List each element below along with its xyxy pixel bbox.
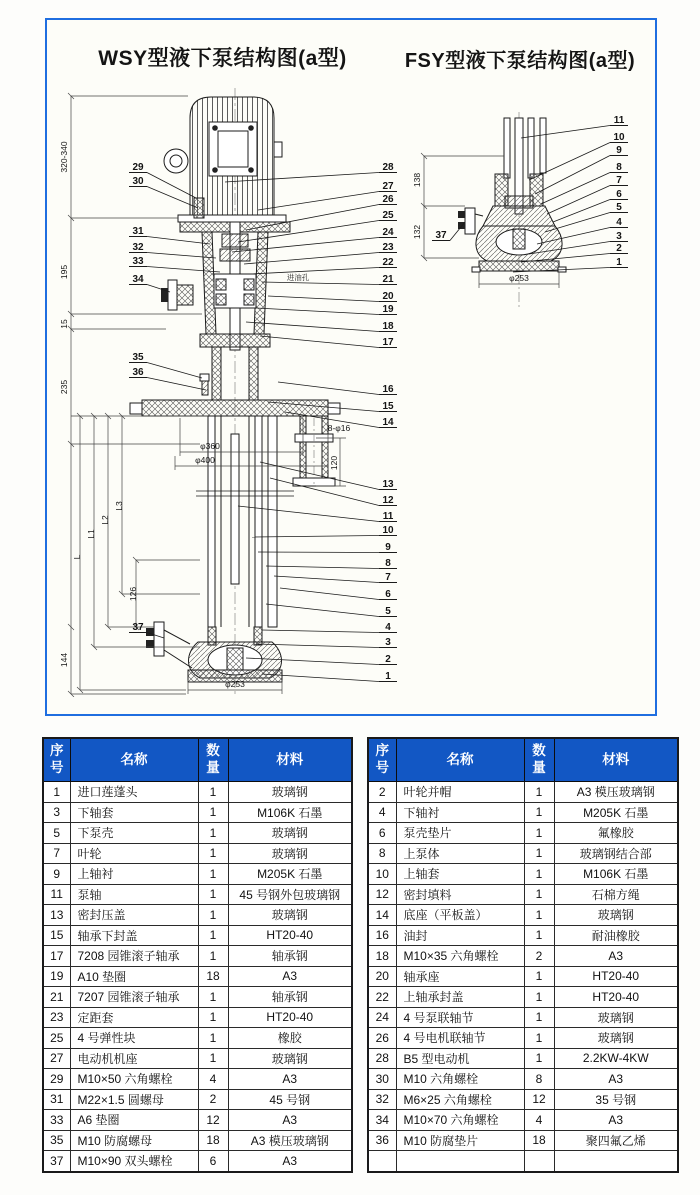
callout-2: 2 [385,654,391,665]
part-qty: 1 [198,864,228,885]
table-row [43,925,352,946]
table-header [368,738,678,782]
part-no: 16 [368,925,396,946]
part-no: 28 [368,1048,396,1069]
dim-φ360: φ360 [200,441,220,451]
dim-320-340: 320-340 [59,141,69,173]
part-name: 下轴套 [70,802,198,823]
header-qty: 数量 [524,738,554,782]
callout-3: 3 [616,231,622,242]
part-qty: 1 [524,905,554,926]
dim-195: 195 [59,264,69,280]
header-name: 名称 [70,738,198,782]
dim-144: 144 [59,652,69,668]
pump-casing [146,622,282,682]
part-qty: 2 [198,1089,228,1110]
part-no: 22 [368,987,396,1008]
table-row [43,905,352,926]
part-no: 18 [368,946,396,967]
part-name: M10 六角螺栓 [396,1069,524,1090]
part-name: M22×1.5 圆螺母 [70,1089,198,1110]
table-row [43,1130,352,1151]
part-qty: 1 [198,1007,228,1028]
part-name: 轴承下封盖 [70,925,198,946]
dim-138: 138 [412,172,422,188]
part-material: A3 [228,966,352,987]
part-no: 35 [43,1130,70,1151]
part-no: 30 [368,1069,396,1090]
table-row [368,823,678,844]
dim-L1: L1 [86,529,96,539]
part-material: 玻璃钢 [228,905,352,926]
callout-27: 27 [382,181,394,192]
part-no: 3 [43,802,70,823]
part-material: 2.2KW-4KW [554,1048,678,1069]
table-row [368,1089,678,1110]
part-material: 玻璃钢结合部 [554,843,678,864]
table-row [43,1028,352,1049]
callout-8: 8 [616,162,622,173]
part-material: HT20-40 [228,925,352,946]
callout-9: 9 [385,542,391,553]
part-name: 7207 园锥滚子轴承 [70,987,198,1008]
callout-22: 22 [382,257,394,268]
mounting-plate [130,400,340,416]
part-name: A10 垫圈 [70,966,198,987]
diagram-panel [45,18,657,716]
part-no: 8 [368,843,396,864]
table-row [368,966,678,987]
part-material: 玻璃钢 [228,782,352,803]
parts-table-left [42,737,353,1173]
part-name: 泵壳垫片 [396,823,524,844]
callout-6: 6 [385,589,391,600]
part-name: 下泵壳 [70,823,198,844]
part-name: M10 防腐螺母 [70,1130,198,1151]
callout-15: 15 [382,401,394,412]
part-name: 油封 [396,925,524,946]
part-material: 橡胶 [228,1028,352,1049]
part-name: M6×25 六角螺栓 [396,1089,524,1110]
callout-3: 3 [385,637,391,648]
callout-37: 37 [132,622,144,633]
callout-34: 34 [132,274,144,285]
callout-10: 10 [613,132,625,143]
part-qty: 1 [524,802,554,823]
part-qty: 8 [524,1069,554,1090]
part-qty: 1 [524,864,554,885]
callout-1: 1 [385,671,391,682]
part-qty: 1 [198,802,228,823]
part-qty: 1 [524,823,554,844]
part-material: 玻璃钢 [554,1028,678,1049]
part-name: 4 号泵联轴节 [396,1007,524,1028]
part-name: 4 号弹性块 [70,1028,198,1049]
part-material: 45 号钢 [228,1089,352,1110]
part-qty: 1 [524,782,554,803]
part-no: 26 [368,1028,396,1049]
parts-table-right [367,737,679,1173]
part-no: 19 [43,966,70,987]
part-qty: 1 [198,843,228,864]
callout-9: 9 [616,145,622,156]
annotation-oil-hole: 进油孔 [286,273,310,282]
part-qty: 1 [524,966,554,987]
table-row [43,946,352,967]
part-qty: 2 [524,946,554,967]
callout-10: 10 [382,525,394,536]
callout-21: 21 [382,274,394,285]
part-name [396,1151,524,1172]
part-qty: 18 [198,1130,228,1151]
callout-20: 20 [382,291,394,302]
part-no: 31 [43,1089,70,1110]
callout-11: 11 [382,511,394,522]
part-name: 底座（平板盖） [396,905,524,926]
part-material: A3 [554,946,678,967]
dim-120: 120 [329,455,339,471]
part-name: B5 型电动机 [396,1048,524,1069]
part-material: M205K 石墨 [554,802,678,823]
part-material: HT20-40 [554,987,678,1008]
part-material: 耐油橡胶 [554,925,678,946]
table-row [368,1130,678,1151]
table-header [43,738,352,782]
part-material: 轴承钢 [228,987,352,1008]
dim-8-φ16: 8-φ16 [327,423,351,433]
part-name: A6 垫圈 [70,1110,198,1131]
part-name: 密封填料 [396,884,524,905]
part-material: 聚四氟乙烯 [554,1130,678,1151]
part-no: 29 [43,1069,70,1090]
part-material: A3 [228,1069,352,1090]
table-row [43,1151,352,1172]
part-no: 2 [368,782,396,803]
table-row [43,843,352,864]
table-row [43,802,352,823]
callout-23: 23 [382,242,394,253]
callout-29: 29 [132,162,144,173]
part-no: 14 [368,905,396,926]
part-qty: 1 [198,987,228,1008]
callout-17: 17 [382,337,394,348]
dim-235: 235 [59,379,69,395]
part-material: 石棉方绳 [554,884,678,905]
callout-35: 35 [132,352,144,363]
table-row [43,1069,352,1090]
part-no: 4 [368,802,396,823]
callout-14: 14 [382,417,394,428]
dim-L: L [72,554,82,560]
table-row [43,966,352,987]
dim-φ253: φ253 [509,273,529,283]
callout-28: 28 [382,162,394,173]
fsy-body [458,174,566,272]
part-no: 12 [368,884,396,905]
part-no: 25 [43,1028,70,1049]
part-material: 氟橡胶 [554,823,678,844]
table-row [43,1110,352,1131]
dim-126: 126 [128,586,138,602]
header-no: 序号 [43,738,70,782]
part-qty: 1 [524,1007,554,1028]
part-material: 45 号钢外包玻璃钢 [228,884,352,905]
part-no [368,1151,396,1172]
callout-2: 2 [616,243,622,254]
callout-12: 12 [382,495,394,506]
dim-φ253: φ253 [225,679,245,689]
part-name: 轴承座 [396,966,524,987]
header-no: 序号 [368,738,396,782]
part-qty: 1 [524,987,554,1008]
part-material: 玻璃钢 [554,1007,678,1028]
part-qty: 18 [198,966,228,987]
callout-32: 32 [132,242,144,253]
callout-30: 30 [132,176,144,187]
part-qty: 18 [524,1130,554,1151]
part-qty: 1 [198,1048,228,1069]
part-name: M10×35 六角螺栓 [396,946,524,967]
callout-7: 7 [616,175,622,186]
part-material: A3 [554,1110,678,1131]
part-qty: 12 [524,1089,554,1110]
part-material: 35 号钢 [554,1089,678,1110]
part-material: A3 模压玻璃钢 [554,782,678,803]
dim-φ400: φ400 [195,455,215,465]
table-row [43,823,352,844]
part-material: M106K 石墨 [554,864,678,885]
part-no: 23 [43,1007,70,1028]
dim-L3: L3 [114,501,124,511]
part-name: 叶轮并帽 [396,782,524,803]
callout-11: 11 [613,115,625,126]
part-name: 下轴衬 [396,802,524,823]
header-qty: 数量 [198,738,228,782]
part-name: 上轴套 [396,864,524,885]
part-name: 上轴承封盖 [396,987,524,1008]
part-name: 泵轴 [70,884,198,905]
part-material: M106K 石墨 [228,802,352,823]
table-row [43,884,352,905]
table-row [368,802,678,823]
part-no: 27 [43,1048,70,1069]
callout-26: 26 [382,194,394,205]
part-qty: 1 [198,884,228,905]
part-no: 36 [368,1130,396,1151]
part-material: 轴承钢 [228,946,352,967]
part-material: 玻璃钢 [228,843,352,864]
table-row [43,1007,352,1028]
callout-24: 24 [382,227,394,238]
part-no: 20 [368,966,396,987]
part-name: 4 号电机联轴节 [396,1028,524,1049]
table-row [368,782,678,803]
callout-4: 4 [616,217,622,228]
callout-5: 5 [616,202,622,213]
part-no: 7 [43,843,70,864]
table-row [368,843,678,864]
table-row [368,1007,678,1028]
part-qty [524,1151,554,1172]
part-material: A3 模压玻璃钢 [228,1130,352,1151]
part-qty: 6 [198,1151,228,1172]
callout-7: 7 [385,572,391,583]
fsy-diagram [409,108,659,323]
callout-19: 19 [382,304,394,315]
part-no: 33 [43,1110,70,1131]
table-row [368,1048,678,1069]
part-qty: 12 [198,1110,228,1131]
part-name: 进口莲蓬头 [70,782,198,803]
part-name: 叶轮 [70,843,198,864]
part-no: 24 [368,1007,396,1028]
table-row [368,1069,678,1090]
part-qty: 1 [198,1028,228,1049]
table-row [368,905,678,926]
part-no: 37 [43,1151,70,1172]
part-qty: 1 [524,1048,554,1069]
part-no: 15 [43,925,70,946]
callout-16: 16 [382,384,394,395]
part-material: A3 [228,1110,352,1131]
table-row [368,925,678,946]
table-row [368,1028,678,1049]
part-qty: 1 [524,1028,554,1049]
callout-1: 1 [616,257,622,268]
part-no: 32 [368,1089,396,1110]
part-name: M10 防腐垫片 [396,1130,524,1151]
header-name: 名称 [396,738,524,782]
table-row [43,1048,352,1069]
part-name: 上泵体 [396,843,524,864]
part-qty: 4 [524,1110,554,1131]
part-no: 11 [43,884,70,905]
table-row [43,782,352,803]
part-material: HT20-40 [554,966,678,987]
table-row [368,987,678,1008]
part-name: M10×90 双头螺栓 [70,1151,198,1172]
part-no: 6 [368,823,396,844]
part-no: 21 [43,987,70,1008]
part-material: A3 [554,1069,678,1090]
motor [164,97,286,222]
part-qty: 1 [198,905,228,926]
side-flange [161,280,193,310]
dim-132: 132 [412,224,422,240]
callout-13: 13 [382,479,394,490]
callout-33: 33 [132,256,144,267]
part-material: M205K 石墨 [228,864,352,885]
wsy-title: WSY型液下泵结构图(a型) [98,47,347,70]
dim-15: 15 [59,319,69,329]
callout-25: 25 [382,210,394,221]
part-no: 1 [43,782,70,803]
callout-37: 37 [435,230,447,241]
callout-18: 18 [382,321,394,332]
header-material: 材料 [228,738,352,782]
part-no: 9 [43,864,70,885]
part-name: 上轴衬 [70,864,198,885]
part-name: 密封压盖 [70,905,198,926]
callout-36: 36 [132,367,144,378]
part-qty: 1 [524,925,554,946]
table-row [43,1089,352,1110]
table-row [43,987,352,1008]
part-material: 玻璃钢 [554,905,678,926]
part-qty: 4 [198,1069,228,1090]
part-no: 10 [368,864,396,885]
header-material: 材料 [554,738,678,782]
callout-6: 6 [616,189,622,200]
table-row [368,1110,678,1131]
wsy-diagram [50,82,400,697]
callout-8: 8 [385,558,391,569]
part-qty: 1 [198,823,228,844]
part-qty: 1 [524,884,554,905]
callout-31: 31 [132,226,144,237]
part-material: A3 [228,1151,352,1172]
table-row [368,864,678,885]
callout-5: 5 [385,606,391,617]
callout-4: 4 [385,622,391,633]
part-qty: 1 [198,782,228,803]
dim-L2: L2 [100,515,110,525]
part-name: 电动机机座 [70,1048,198,1069]
table-row [368,1151,678,1172]
part-name: 定距套 [70,1007,198,1028]
coupling-and-bearings [214,222,256,350]
part-material: HT20-40 [228,1007,352,1028]
part-name: M10×50 六角螺栓 [70,1069,198,1090]
table-row [368,884,678,905]
part-material [554,1151,678,1172]
part-material: 玻璃钢 [228,1048,352,1069]
part-qty: 1 [524,843,554,864]
part-qty: 1 [198,946,228,967]
part-no: 5 [43,823,70,844]
part-no: 13 [43,905,70,926]
part-no: 34 [368,1110,396,1131]
part-qty: 1 [198,925,228,946]
table-row [43,864,352,885]
fsy-title: FSY型液下泵结构图(a型) [404,50,636,72]
part-name: 7208 园锥滚子轴承 [70,946,198,967]
part-name: M10×70 六角螺栓 [396,1110,524,1131]
table-row [368,946,678,967]
part-no: 17 [43,946,70,967]
part-material: 玻璃钢 [228,823,352,844]
